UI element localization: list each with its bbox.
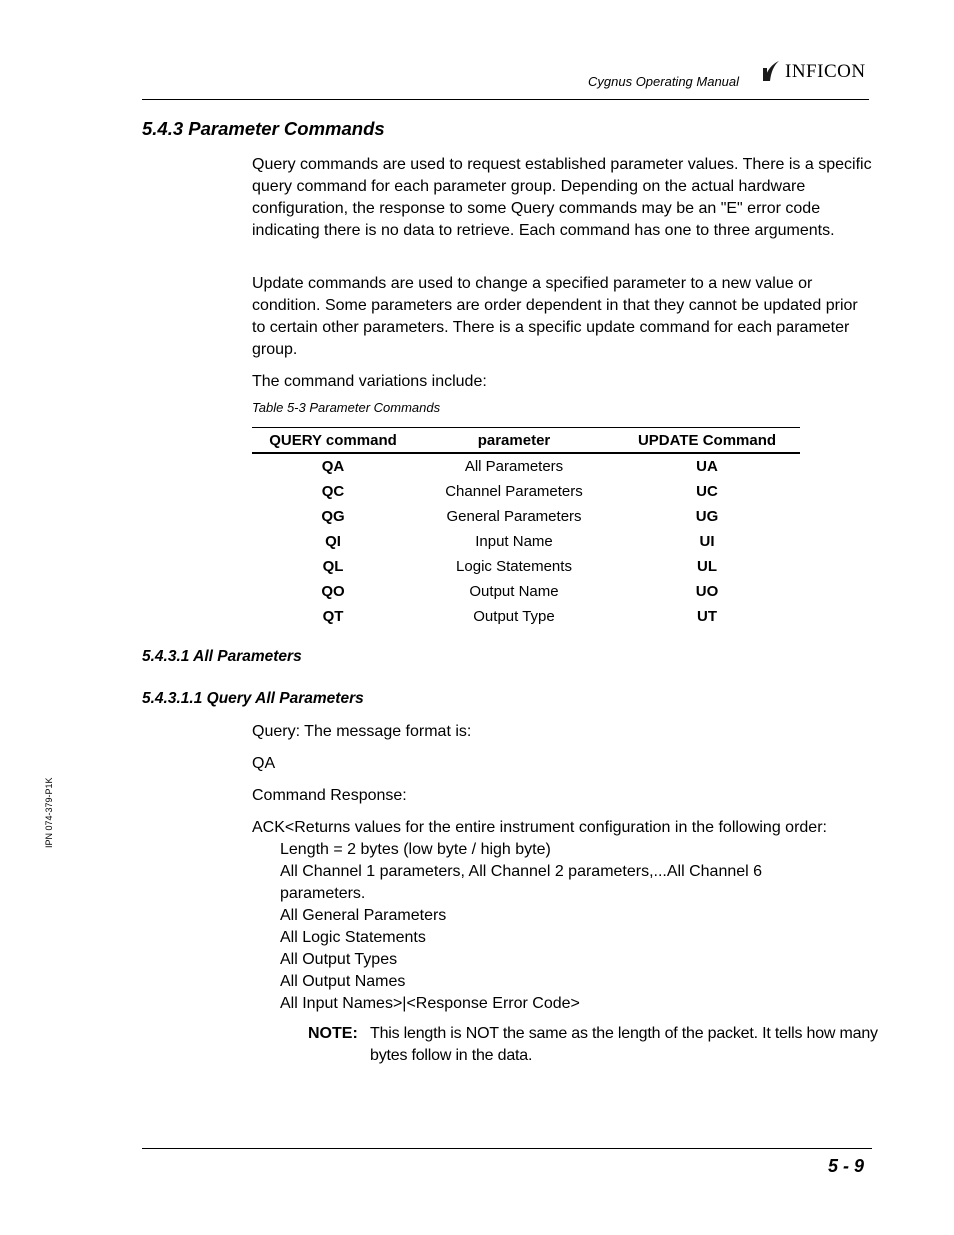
inficon-swoosh-icon <box>761 59 783 83</box>
query-cell: QL <box>322 558 344 575</box>
response-item: All Output Types <box>280 951 398 968</box>
table-caption: Table 5-3 Parameter Commands <box>252 400 441 415</box>
update-cell: UO <box>695 583 719 600</box>
section-heading: 5.4.3 Parameter Commands <box>142 118 385 139</box>
header-update: UPDATE Command <box>614 428 800 454</box>
query-command: QA <box>252 755 276 772</box>
response-intro: ACK<Returns values for the entire instrument configuration in the following order: <box>252 819 827 836</box>
update-cell: UI <box>699 533 715 550</box>
update-cell: UT <box>697 608 717 625</box>
parameter-cell: All Parameters <box>464 458 564 475</box>
response-label: Command Response: <box>252 787 407 804</box>
query-cell: QO <box>321 583 345 600</box>
parameter-cell: Logic Statements <box>456 558 572 575</box>
response-item: All Output Names <box>280 973 406 990</box>
manual-title: Cygnus Operating Manual <box>588 74 740 89</box>
footer-rule <box>142 1148 872 1149</box>
table-row <box>252 479 800 504</box>
table-row <box>252 529 800 554</box>
page-number: 5 - 9 <box>827 1156 864 1176</box>
update-cell: UA <box>696 458 718 475</box>
note-label: NOTE: <box>308 1025 358 1042</box>
query-cell: QT <box>322 608 344 625</box>
parameter-cell: Output Type <box>473 608 555 625</box>
logo-text: INFICON <box>785 61 866 82</box>
query-cell: QI <box>325 533 341 550</box>
header-rule <box>142 99 869 100</box>
table-row <box>252 554 800 579</box>
header-parameter: parameter <box>414 428 614 454</box>
parameter-cell: Channel Parameters <box>445 483 583 500</box>
update-cell: UL <box>697 558 717 575</box>
query-cell: QA <box>321 458 345 475</box>
query-label: Query: The message format is: <box>252 723 472 740</box>
subsection-heading: 5.4.3.1 All Parameters <box>142 648 302 665</box>
response-item: All General Parameters <box>280 907 447 924</box>
update-cell: UC <box>696 483 718 500</box>
header-query: QUERY command <box>252 428 414 454</box>
parameter-cell: General Parameters <box>446 508 582 525</box>
query-cell: QC <box>321 483 345 500</box>
table-header-row <box>252 428 800 454</box>
paragraph-variations: The command variations include: <box>252 373 487 390</box>
response-item: All Input Names>|<Response Error Code> <box>280 995 580 1012</box>
table-row <box>252 504 800 529</box>
note-text: This length is NOT the same as the length of the packet. It tells how many bytes follow in the data. <box>370 1025 878 1064</box>
table-row <box>252 453 800 479</box>
response-block <box>252 817 877 1015</box>
update-cell: UG <box>695 508 719 525</box>
query-cell: QG <box>321 508 345 525</box>
parameter-cell: Input Name <box>475 533 553 550</box>
sub-subsection-heading: 5.4.3.1.1 Query All Parameters <box>142 690 364 707</box>
doc-id: IPN 074-379-P1K <box>44 777 54 848</box>
parameter-cell: Output Name <box>469 583 559 600</box>
paragraph-update: Update commands are used to change a specified parameter to a new value or condition. Some parameters are order dependent in that they cannot be updated prior to certain other parameters. There is a specific update command for each parameter group. <box>252 275 858 358</box>
parameter-commands-table <box>252 427 800 629</box>
table-row <box>252 579 800 604</box>
response-item: Length = 2 bytes (low byte / high byte) <box>280 841 551 858</box>
response-item: All Logic Statements <box>280 929 426 946</box>
inficon-logo <box>761 58 866 84</box>
paragraph-query: Query commands are used to request established parameter values. There is a specific query command for each parameter group. Depending on the actual hardware configuration, the response to some Query commands may be an "E" error code indicating there is no data to retrieve. Each command has one to three arguments. <box>252 156 872 239</box>
response-item: All Channel 1 parameters, All Channel 2 parameters,...All Channel 6 parameters. <box>280 863 763 902</box>
table-row <box>252 604 800 629</box>
